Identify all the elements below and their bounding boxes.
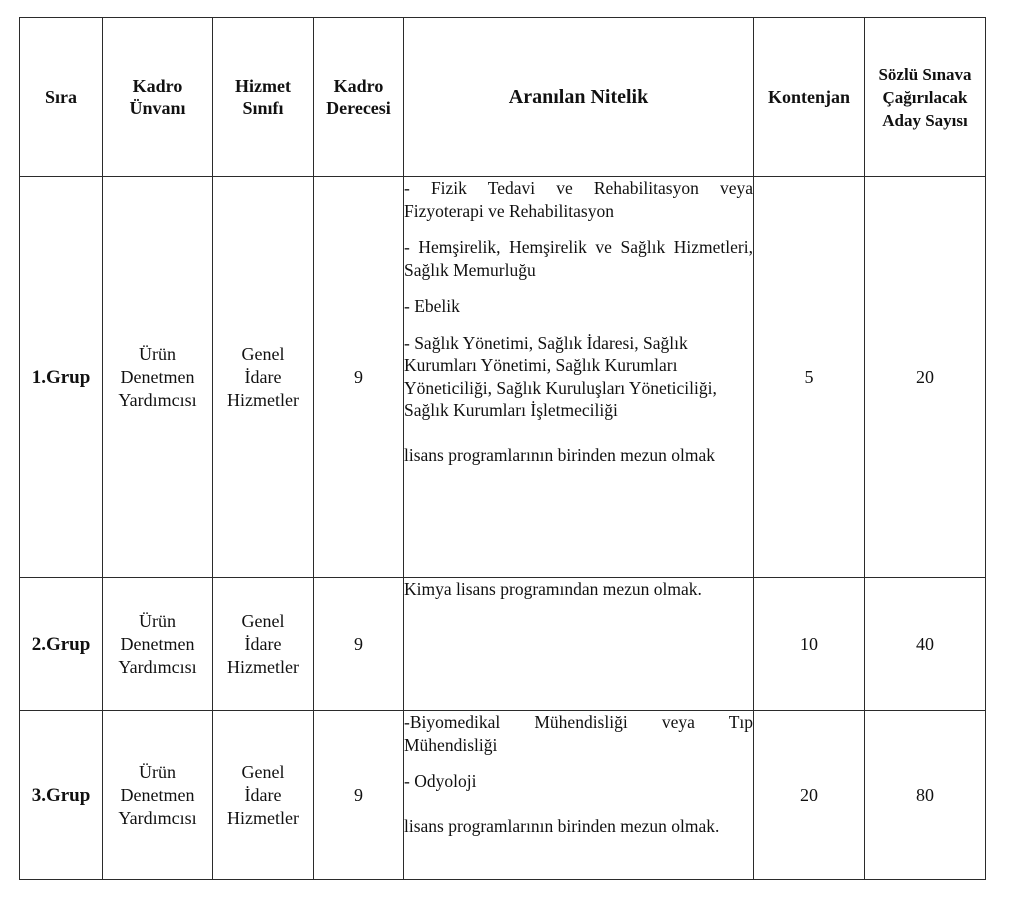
cell-aranilan-nitelik (404, 578, 754, 711)
cell-kontenjan: 20 (754, 711, 865, 880)
cell-kadro-unvani: Ürün Denetmen Yardımcısı (103, 711, 213, 880)
requirement-item: lisans programlarının birinden mezun olmak (404, 444, 716, 465)
cell-aday-sayisi: 40 (865, 578, 986, 711)
requirement-item: lisans programlarının birinden mezun olmak. (404, 815, 720, 836)
requirement-item: - Ebelik (404, 296, 460, 316)
table-row (20, 177, 986, 578)
cell-hizmet-sinifi: Genel İdare Hizmetler (213, 578, 314, 711)
requirement-item: -Biyomedikal Mühendisliği veya Tıp Mühendisliği (404, 712, 753, 755)
cell-sira: 3.Grup (20, 711, 103, 880)
cell-aday-sayisi: 80 (865, 711, 986, 880)
cell-kadro-derecesi: 9 (314, 711, 404, 880)
cell-kontenjan: 10 (754, 578, 865, 711)
table-row (20, 711, 986, 880)
cell-aranilan-nitelik (404, 177, 754, 578)
cell-hizmet-sinifi: Genel İdare Hizmetler (213, 711, 314, 880)
requirement-item: - Odyoloji (404, 771, 477, 791)
header-aranilan-nitelik: Aranılan Nitelik (404, 18, 754, 177)
positions-table (19, 17, 986, 880)
header-row (20, 18, 986, 177)
cell-sira: 1.Grup (20, 177, 103, 578)
table-row (20, 578, 986, 711)
cell-aranilan-nitelik (404, 711, 754, 880)
requirement-item: - Hemşirelik, Hemşirelik ve Sağlık Hizmetleri, Sağlık Memurluğu (404, 237, 753, 280)
requirement-item: Kimya lisans programından mezun olmak. (404, 579, 702, 599)
header-kontenjan: Kontenjan (754, 18, 865, 177)
cell-aday-sayisi: 20 (865, 177, 986, 578)
header-sira: Sıra (20, 18, 103, 177)
header-kadro-derecesi: Kadro Derecesi (314, 18, 404, 177)
header-sozlu-sinav-aday-sayisi: Sözlü Sınava Çağırılacak Aday Sayısı (865, 18, 986, 177)
cell-kadro-derecesi: 9 (314, 578, 404, 711)
cell-kadro-unvani: Ürün Denetmen Yardımcısı (103, 578, 213, 711)
requirement-item: - Sağlık Yönetimi, Sağlık İdaresi, Sağlık Kurumları Yönetimi, Sağlık Kurumları Yöneticiliği, Sağlık Kuruluşları Yöneticiliği, Sağlık Kurumları İşletmeciliği (404, 332, 717, 420)
cell-kadro-derecesi: 9 (314, 177, 404, 578)
cell-kontenjan: 5 (754, 177, 865, 578)
requirement-item: - Fizik Tedavi ve Rehabilitasyon veya Fizyoterapi ve Rehabilitasyon (404, 178, 753, 221)
header-kadro-unvani: Kadro Ünvanı (103, 18, 213, 177)
header-hizmet-sinifi: Hizmet Sınıfı (213, 18, 314, 177)
cell-sira: 2.Grup (20, 578, 103, 711)
cell-kadro-unvani: Ürün Denetmen Yardımcısı (103, 177, 213, 578)
cell-hizmet-sinifi: Genel İdare Hizmetler (213, 177, 314, 578)
